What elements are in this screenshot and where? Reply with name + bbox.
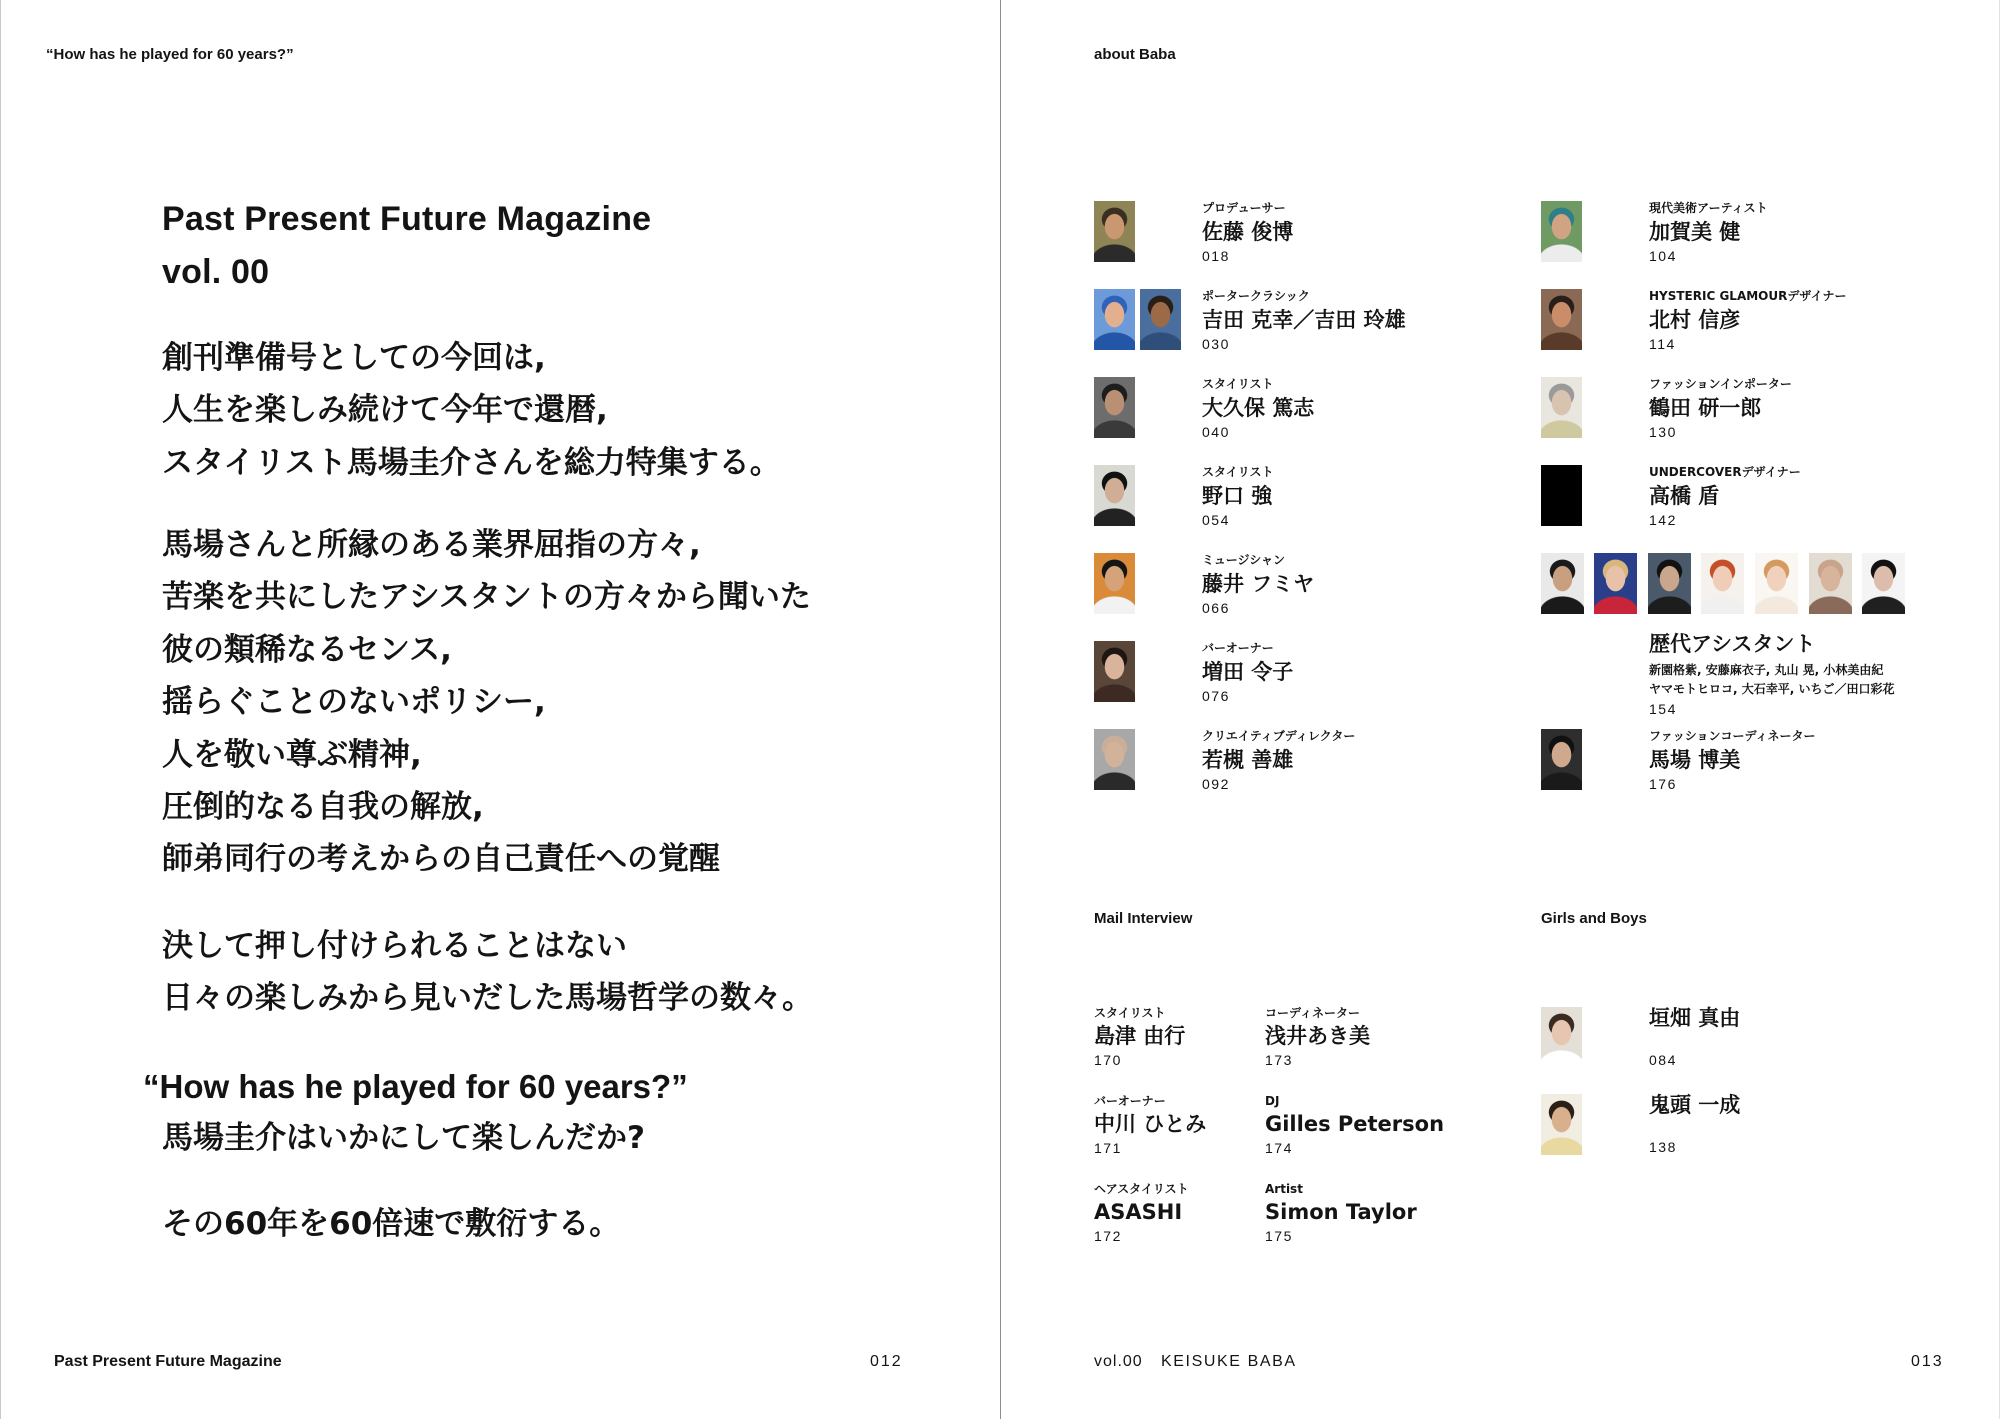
mail-interview-entry	[1265, 1006, 1435, 1076]
mail-interview-entry	[1094, 1182, 1264, 1252]
paragraph-line: 師弟同行の考えからの自己責任への覚醒	[162, 841, 720, 878]
magazine-title: Past Present Future Magazine	[162, 200, 652, 238]
contributor-page-number: 114	[1649, 336, 1676, 352]
japanese-quote: 馬場圭介はいかにして楽しんだか?	[162, 1120, 645, 1156]
entry-role: コーディネーター	[1265, 1006, 1361, 1020]
contributor-row	[1541, 729, 1961, 799]
contributor-page-number: 092	[1202, 776, 1230, 792]
contributor-row	[1094, 465, 1514, 535]
entry-role: Artist	[1265, 1182, 1303, 1196]
portrait-photo	[1809, 553, 1852, 614]
contributor-role: HYSTERIC GLAMOURデザイナー	[1649, 289, 1847, 303]
contributor-name: 藤井 フミヤ	[1202, 572, 1315, 596]
entry-role: ヘアスタイリスト	[1094, 1182, 1189, 1196]
contributor-role: スタイリスト	[1202, 465, 1274, 479]
mail-interview-entry	[1094, 1094, 1264, 1164]
portrait-photo	[1701, 553, 1744, 614]
contributor-role: ファッションコーディネーター	[1649, 729, 1816, 743]
portrait-photo	[1094, 729, 1135, 790]
portrait-photo	[1541, 201, 1582, 262]
portrait-photo	[1094, 377, 1135, 438]
contributor-row	[1094, 289, 1514, 359]
entry-page-number: 171	[1094, 1140, 1122, 1156]
portrait-photo	[1541, 553, 1584, 614]
english-quote: “How has he played for 60 years?”	[143, 1068, 688, 1105]
contributor-row	[1094, 729, 1514, 799]
entry-page-number: 173	[1265, 1052, 1293, 1068]
portrait-photo	[1541, 377, 1582, 438]
paragraph-line: 創刊準備号としての今回は,	[162, 340, 546, 376]
contributor-page-number: 018	[1202, 248, 1230, 264]
entry-name: 島津 由行	[1094, 1024, 1186, 1048]
portrait-photo	[1648, 553, 1691, 614]
entry-page-number: 174	[1265, 1140, 1293, 1156]
entry-name: ASASHI	[1094, 1200, 1183, 1224]
right-page-number: 013	[1911, 1353, 1944, 1370]
assistant-members-line: 新園格紫, 安藤麻衣子, 丸山 晃, 小林美由紀	[1649, 663, 1884, 677]
contributor-page-number: 154	[1649, 701, 1677, 717]
contributor-name: 若槻 善雄	[1202, 748, 1294, 772]
contributor-name: 加賀美 健	[1649, 220, 1741, 244]
assistant-members-line: ヤマモトヒロコ, 大石幸平, いちご／田口彩花	[1649, 682, 1895, 696]
contributor-role: 現代美術アーティスト	[1649, 201, 1768, 215]
entry-name: Gilles Peterson	[1265, 1112, 1445, 1136]
contributor-name: 歴代アシスタント	[1649, 632, 1816, 656]
contributor-role: バーオーナー	[1202, 641, 1274, 655]
portrait-photo	[1541, 729, 1582, 790]
contributor-row	[1094, 553, 1514, 623]
paragraph-line: 人生を楽しみ続けて今年で還暦,	[162, 392, 608, 429]
entry-page-number: 084	[1649, 1052, 1677, 1068]
contributor-role: UNDERCOVERデザイナー	[1649, 465, 1801, 479]
contributor-role: ポータークラシック	[1202, 289, 1310, 303]
closing-line: その60年を60倍速で敷衍する。	[162, 1206, 621, 1242]
mail-interview-entry	[1265, 1182, 1435, 1252]
contributor-name: 鶴田 研一郎	[1649, 396, 1762, 420]
contributor-page-number: 030	[1202, 336, 1230, 352]
paragraph-line: 決して押し付けられることはない	[162, 928, 627, 964]
contributor-row	[1541, 289, 1961, 359]
entry-role: バーオーナー	[1094, 1094, 1166, 1108]
contributor-page-number: 104	[1649, 248, 1677, 264]
assistants-block	[1541, 553, 1981, 725]
entry-page-number: 175	[1265, 1228, 1293, 1244]
portrait-photo	[1094, 641, 1135, 702]
right-running-head: about Baba	[1094, 46, 1176, 63]
entry-name: 鬼頭 一成	[1649, 1093, 1741, 1117]
paragraph-line: 馬場さんと所縁のある業界屈指の方々,	[162, 527, 701, 563]
contributor-role: ミュージシャン	[1202, 553, 1285, 567]
contributor-page-number: 142	[1649, 512, 1677, 528]
paragraph-line: 苦楽を共にしたアシスタントの方々から聞いた	[162, 579, 811, 616]
right-footer-volume: vol.00	[1094, 1353, 1143, 1370]
contributor-row	[1094, 201, 1514, 271]
contributor-page-number: 176	[1649, 776, 1677, 792]
entry-role: DJ	[1265, 1094, 1280, 1108]
portrait-photo	[1594, 553, 1637, 614]
entry-page-number: 170	[1094, 1052, 1122, 1068]
magazine-volume: vol. 00	[162, 253, 270, 291]
contributor-name: 馬場 博美	[1649, 748, 1741, 772]
entry-role: スタイリスト	[1094, 1006, 1166, 1020]
page-edge-left	[0, 0, 1, 1419]
contributor-row	[1094, 641, 1514, 711]
paragraph-line: スタイリスト馬場圭介さんを総力特集する。	[162, 444, 781, 481]
contributor-row	[1541, 201, 1961, 271]
contributor-page-number: 040	[1202, 424, 1230, 440]
portrait-photo	[1541, 289, 1582, 350]
portrait-photo	[1755, 553, 1798, 614]
left-page-number: 012	[870, 1353, 903, 1370]
portrait-photo	[1094, 553, 1135, 614]
contributor-page-number: 066	[1202, 600, 1230, 616]
philosophy-paragraph	[162, 920, 813, 1025]
portrait-photo	[1140, 289, 1181, 350]
contributor-name: 増田 令子	[1202, 660, 1294, 684]
paragraph-line: 圧倒的なる自我の解放,	[162, 789, 484, 826]
entry-page-number: 138	[1649, 1139, 1677, 1155]
contributor-name: 北村 信彦	[1649, 308, 1741, 332]
contributor-name: 高橋 盾	[1649, 484, 1720, 508]
contributor-role: プロデューサー	[1202, 201, 1286, 215]
contributor-page-number: 130	[1649, 424, 1677, 440]
portrait-photo	[1094, 201, 1135, 262]
portrait-photo	[1541, 1094, 1582, 1155]
paragraph-line: 揺らぐことのないポリシー,	[162, 684, 546, 721]
contributor-name: 吉田 克幸／吉田 玲雄	[1202, 308, 1406, 332]
paragraph-line: 人を敬い尊ぶ精神,	[162, 736, 422, 773]
contributor-role: クリエイティブディレクター	[1202, 729, 1356, 743]
girls-and-boys-heading: Girls and Boys	[1541, 910, 1647, 927]
paragraph-line: 日々の楽しみから見いだした馬場哲学の数々。	[162, 980, 813, 1017]
contributor-row	[1094, 377, 1514, 447]
contributor-role: ファッションインポーター	[1649, 377, 1792, 391]
portrait-photo	[1094, 465, 1135, 526]
contributor-name: 野口 強	[1202, 484, 1273, 508]
contributor-page-number: 076	[1202, 688, 1230, 704]
portrait-photo	[1541, 1007, 1582, 1068]
entry-page-number: 172	[1094, 1228, 1122, 1244]
portrait-photo	[1862, 553, 1905, 614]
contributor-name: 大久保 篤志	[1202, 396, 1315, 420]
mail-interview-entry	[1094, 1006, 1264, 1076]
girls-and-boys-entry	[1541, 1007, 1961, 1077]
entry-name: 浅井あき美	[1265, 1024, 1370, 1048]
contributor-page-number: 054	[1202, 512, 1230, 528]
entry-name: 中川 ひとみ	[1094, 1112, 1207, 1136]
left-running-head: “How has he played for 60 years?”	[46, 46, 294, 63]
girls-and-boys-entry	[1541, 1094, 1961, 1164]
contributor-row	[1541, 465, 1961, 535]
entry-name: 垣畑 真由	[1649, 1006, 1741, 1030]
right-footer-subject: KEISUKE BABA	[1161, 1353, 1297, 1370]
contributor-name: 佐藤 俊博	[1202, 220, 1294, 244]
paragraph-line: 彼の類稀なるセンス,	[162, 631, 452, 668]
contributor-row	[1541, 377, 1961, 447]
portrait-photo	[1541, 465, 1582, 526]
entry-name: Simon Taylor	[1265, 1200, 1417, 1224]
contributor-role: スタイリスト	[1202, 377, 1274, 391]
left-footer-magazine: Past Present Future Magazine	[54, 1353, 282, 1370]
portrait-photo	[1094, 289, 1135, 350]
spread-gutter	[1000, 0, 1001, 1419]
intro-paragraph	[162, 332, 781, 489]
tribute-paragraph	[162, 519, 811, 886]
mail-interview-entry	[1265, 1094, 1445, 1164]
mail-interview-heading: Mail Interview	[1094, 910, 1193, 927]
